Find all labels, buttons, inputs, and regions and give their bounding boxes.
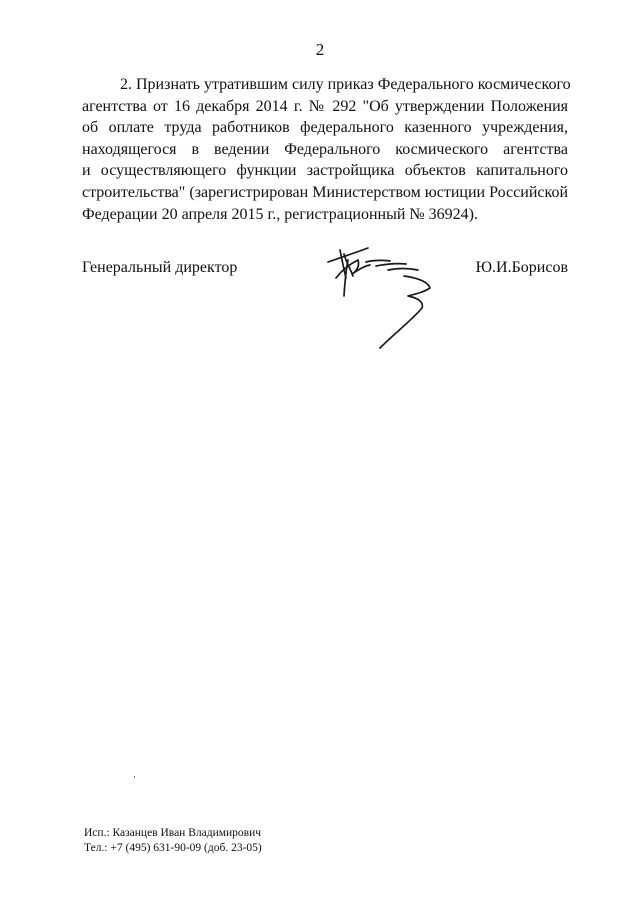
order-text <box>82 74 571 225</box>
paragraph-line: находящегося в ведении Федерального космического агентства <box>82 140 568 158</box>
handwritten-signature <box>318 240 443 355</box>
page-number: 2 <box>315 40 325 59</box>
paragraph-line: об оплате труда работников федерального казенного учреждения, <box>82 119 568 137</box>
executor-name: Исп.: Казанцев Иван Владимирович <box>84 827 262 839</box>
executor-phone: Тел.: +7 (495) 631-90-09 (доб. 23-05) <box>84 842 262 854</box>
paragraph-line: и осуществляющего функции застройщика объектов капитального <box>82 162 568 180</box>
paragraph-2 <box>82 74 571 225</box>
signer-title: Генеральный директор <box>82 259 238 276</box>
executor-info <box>84 826 262 856</box>
paragraph-line: агентства от 16 декабря 2014 г. № 292 "Об утверждении Положения <box>82 97 568 115</box>
scan-artifact <box>134 776 135 778</box>
paragraph-line: строительства" (зарегистрирован Министерством юстиции Российской <box>82 183 568 201</box>
paragraph-line: 2. Признать утратившим силу приказ Федерального космического <box>120 76 571 93</box>
paragraph-line: Федерации 20 апреля 2015 г., регистрационный № 36924). <box>82 205 478 223</box>
signer-name: Ю.И.Борисов <box>475 259 568 276</box>
